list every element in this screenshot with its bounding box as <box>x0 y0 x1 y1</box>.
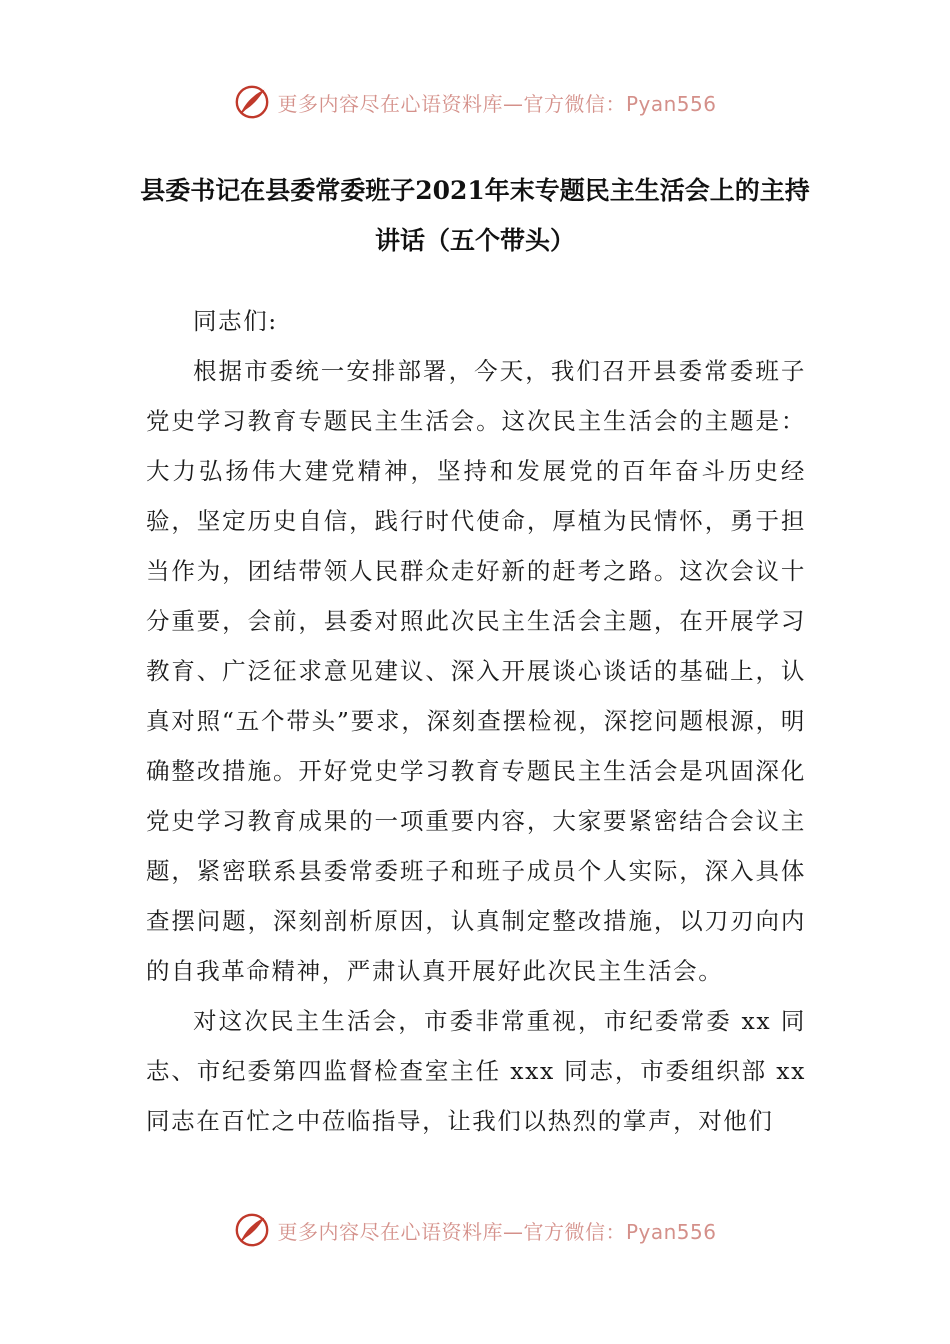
watermark-text: 更多内容尽在心语资料库—官方微信：Pyan556 <box>277 1219 717 1244</box>
quill-logo-icon <box>233 1211 271 1249</box>
quill-logo-icon <box>233 83 271 121</box>
paragraph-1: 根据市委统一安排部署，今天，我们召开县委常委班子党史学习教育专题民主生活会。这次民主生活会的主题是：大力弘扬伟大建党精神，坚持和发展党的百年奋斗历史经验，坚定历史自信，践行时代使命，厚植为民情怀，勇于担当作为，团结带领人民群众走好新的赶考之路。这次会议十分重要，会前，县委对照此次民主生活会主题，在开展学习教育、广泛征求意见建议、深入开展谈心谈话的基础上，认真对照“五个带头”要求，深刻查摆检视，深挖问题根源，明确整改措施。开好党史学习教育专题民主生活会是巩固深化党史学习教育成果的一项重要内容，大家要紧密结合会议主题，紧密联系县委常委班子和班子成员个人实际，深入具体查摆问题，深刻剖析原因，认真制定整改措施，以刀刃向内的自我革命精神，严肃认真开展好此次民主生活会。 <box>146 357 806 985</box>
document-title: 县委书记在县委常委班子2021年末专题民主生活会上的主持讲话（五个带头） <box>140 176 810 255</box>
watermark-text: 更多内容尽在心语资料库—官方微信：Pyan556 <box>277 91 717 116</box>
header-watermark <box>0 80 950 124</box>
document-body <box>146 296 806 1146</box>
paragraph-2: 对这次民主生活会，市委非常重视，市纪委常委 xx 同志、市纪委第四监督检查室主任 xxx 同志，市委组织部 xx 同志在百忙之中莅临指导，让我们以热烈的掌声，对他们 <box>146 1007 806 1135</box>
salutation: 同志们: <box>193 307 278 335</box>
footer-watermark <box>0 1208 950 1252</box>
